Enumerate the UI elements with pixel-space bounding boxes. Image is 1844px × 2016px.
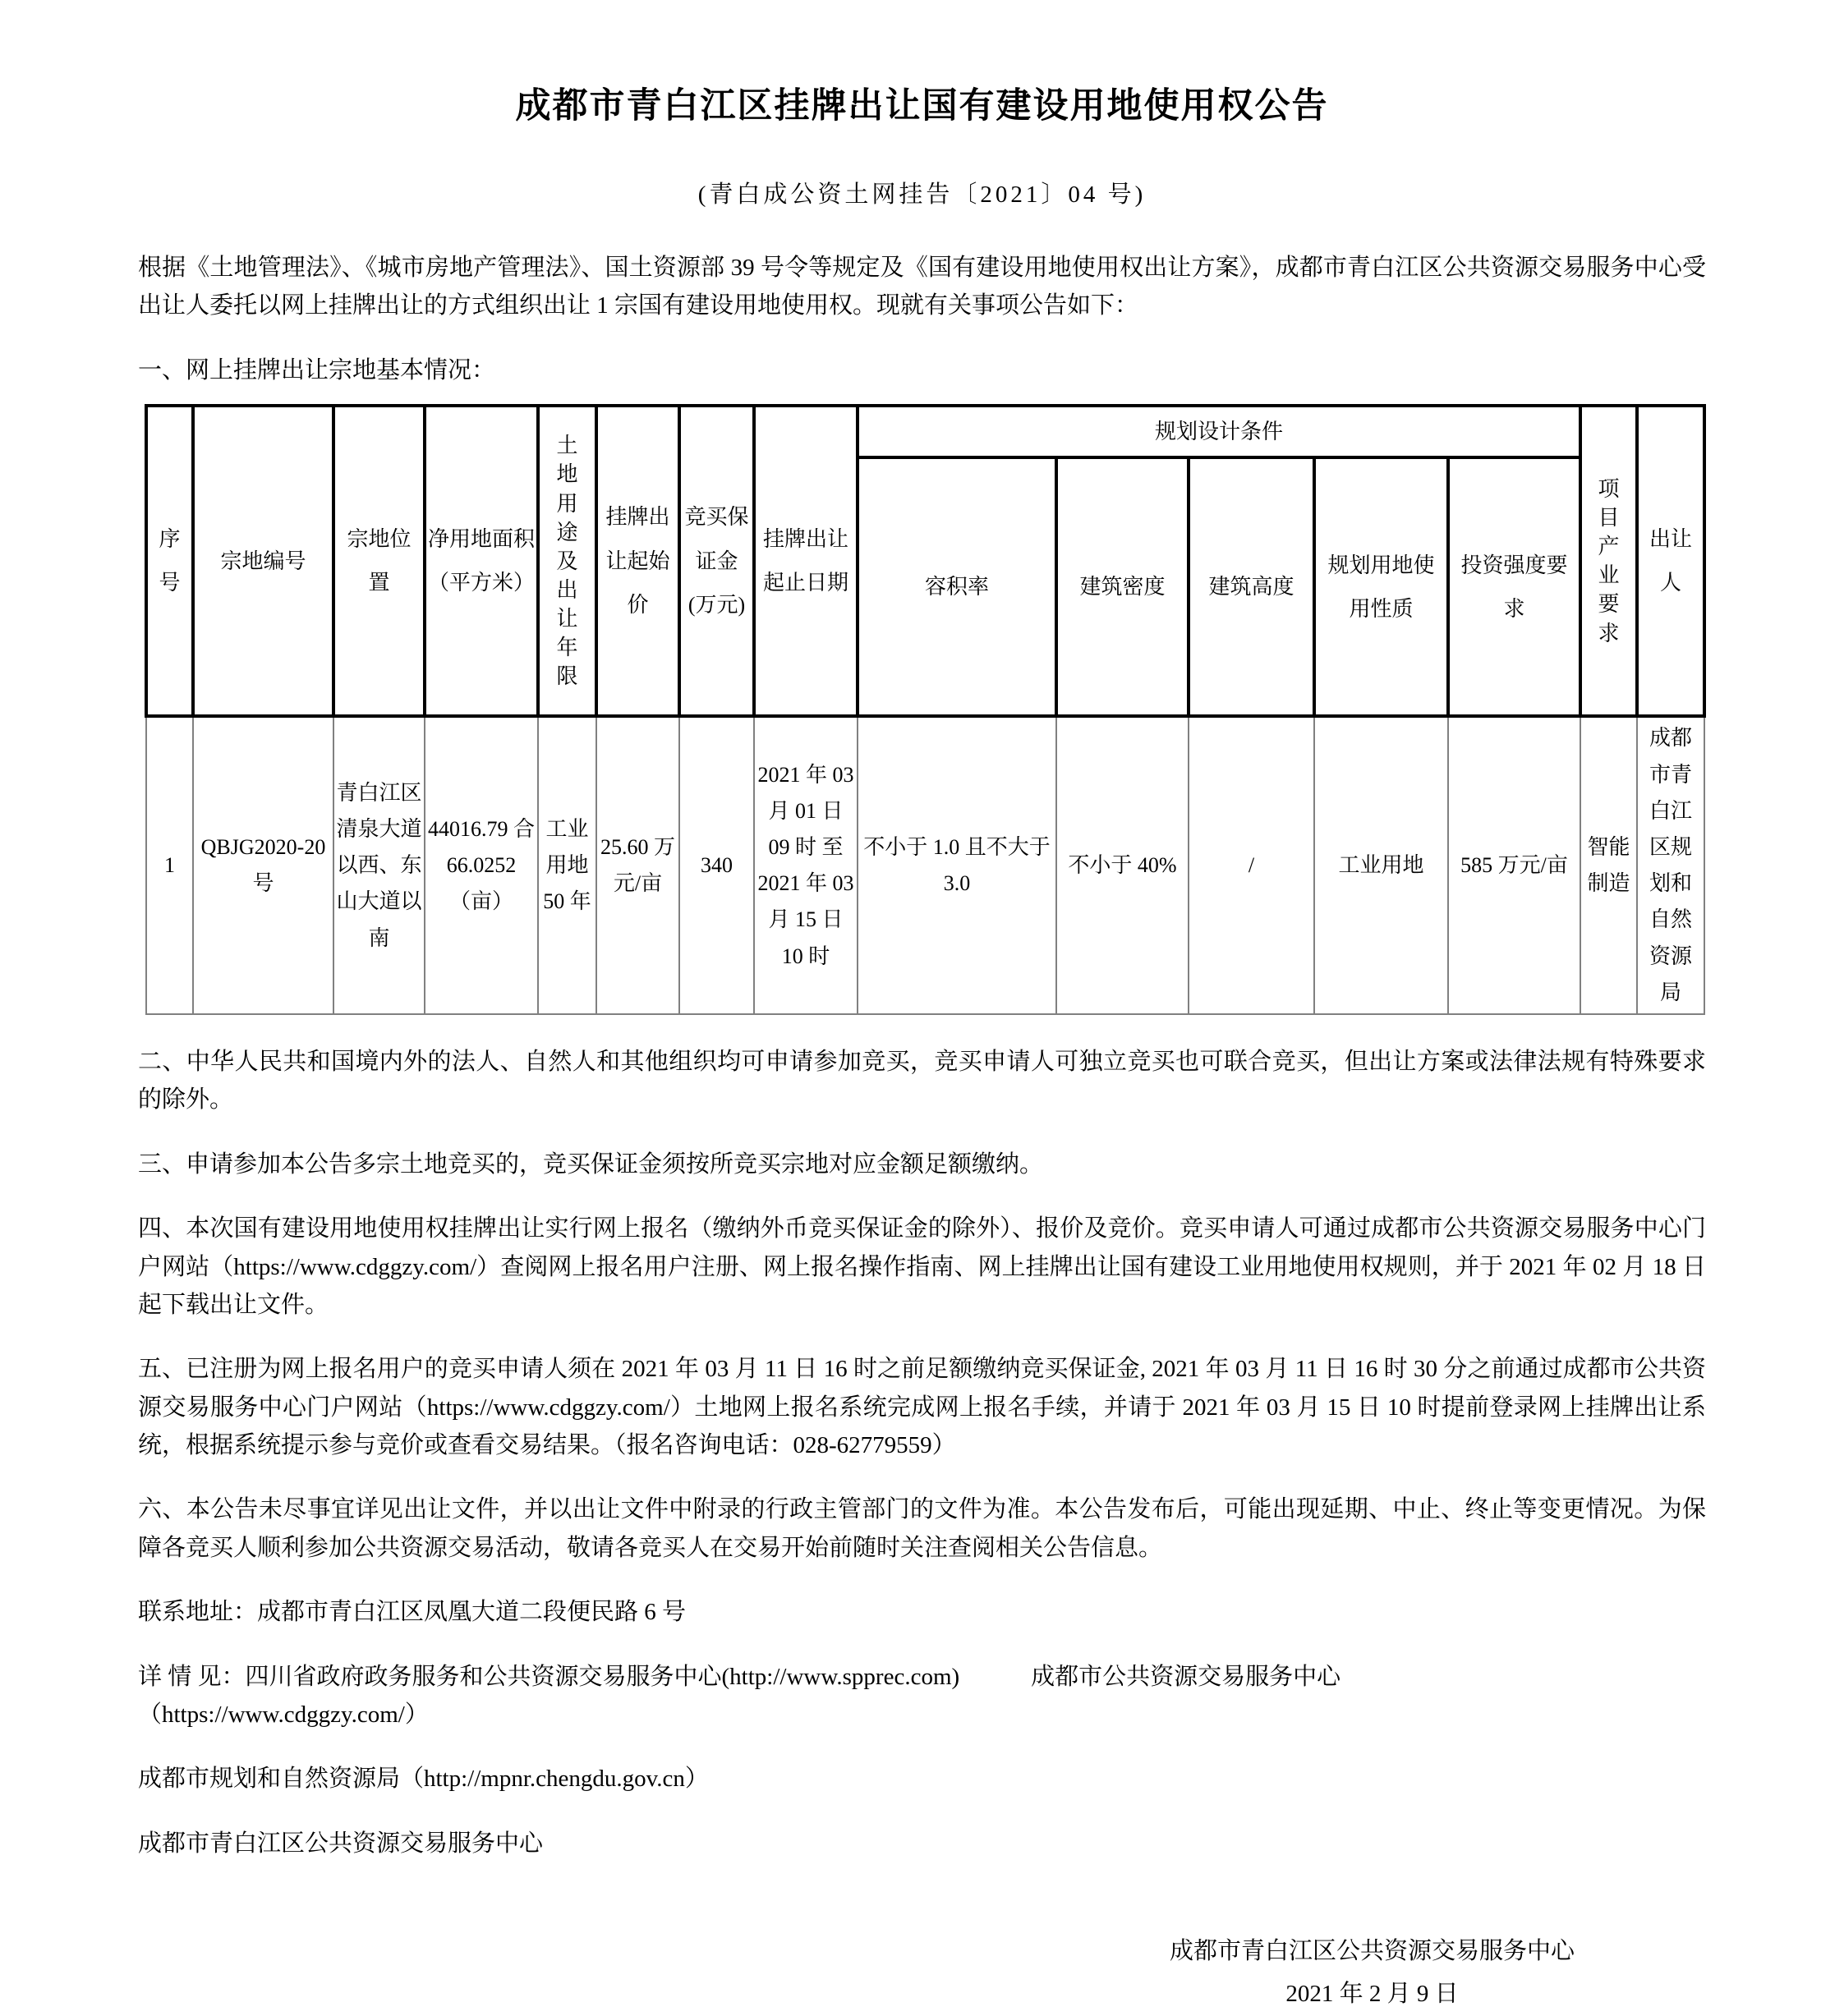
cell-investment-intensity: 585 万元/亩 [1448,716,1580,1014]
table-header-group-row [146,406,1704,457]
col-header-parcel-location: 宗地位置 [333,406,425,716]
page-title: 成都市青白江区挂牌出让国有建设用地使用权公告 [515,86,1329,126]
cell-transferor: 成都市青白江区规划和自然资源局 [1637,716,1704,1014]
section1-heading: 一、网上挂牌出让宗地基本情况： [138,356,496,383]
industry-requirement-label: 项目产业要求 [1598,477,1620,645]
details-line-2: （https://www.cdggzy.com/） [138,1701,429,1729]
paragraph-4: 四、本次国有建设用地使用权挂牌出让实行网上报名（缴纳外币竞买保证金的除外）、报价及竞价。竞买申请人可通过成都市公共资源交易服务中心门户网站（https://www.cdggzy.com/）查阅网上报名用户注册、网上报名操作指南、网上挂牌出让国有建设工业用地使用权规则，并于 2021 年 02 月 18 日起下载出让文件。 [138,1215,1706,1318]
intro-paragraph: 根据《土地管理法》、《城市房地产管理法》、国土资源部 39 号令等规定及《国有建设用地使用权出让方案》，成都市青白江区公共资源交易服务中心受出让人委托以网上挂牌出让的方式组织出让 1 宗国有建设用地使用权。现就有关事项公告如下： [138,255,1706,319]
details-line-1: 详 情 见：四川省政府政务服务和公共资源交易服务中心(http://www.spprec.com) 成都市公共资源交易服务中心 [138,1663,1341,1690]
paragraph-2: 二、中华人民共和国境内外的法人、自然人和其他组织均可申请参加竞买，竞买申请人可独立竞买也可联合竞买，但出让方案或法律法规有特殊要求的除外。 [138,1048,1706,1114]
contact-address-line: 联系地址：成都市青白江区凤凰大道二段便民路 6 号 [138,1599,687,1626]
col-header-building-height: 建筑高度 [1189,457,1314,716]
cell-plot-ratio: 不小于 1.0 且不大于 3.0 [858,716,1056,1014]
col-header-bid-deposit: 竞买保证金(万元) [679,406,754,716]
signature-org: 成都市青白江区公共资源交易服务中心 [1169,1938,1575,1965]
cell-building-height: / [1189,716,1314,1014]
col-header-investment-intensity: 投资强度要求 [1448,457,1580,716]
land-parcel-table [145,404,1706,1015]
col-header-building-density: 建筑密度 [1056,457,1189,716]
col-header-transferor: 出让人 [1637,406,1704,716]
col-header-net-land-area: 净用地面积（平方米） [425,406,538,716]
col-header-listing-start-price: 挂牌出让起始价 [596,406,679,716]
col-header-parcel-number: 宗地编号 [193,406,333,716]
paragraph-3: 三、申请参加本公告多宗土地竞买的，竞买保证金须按所竞买宗地对应金额足额缴纳。 [138,1150,1044,1178]
signature-date: 2021 年 2 月 9 日 [1285,1981,1459,2008]
cell-building-density: 不小于 40% [1056,716,1189,1014]
cell-parcel-location: 青白江区清泉大道以西、东山大道以南 [333,716,425,1014]
center-line: 成都市青白江区公共资源交易服务中心 [138,1830,544,1857]
col-header-land-use-and-term [538,406,596,716]
cell-bid-deposit: 340 [679,716,754,1014]
cell-net-land-area: 44016.79 合 66.0252（亩） [425,716,538,1014]
cell-industry-requirement: 智能制造 [1580,716,1637,1014]
doc-number: (青白成公资土网挂告〔2021〕04 号) [697,181,1147,208]
table-row [146,716,1704,1014]
cell-listing-period: 2021 年 03 月 01 日 09 时 至 2021 年 03 月 15 日 10 时 [754,716,858,1014]
col-header-plot-ratio: 容积率 [858,457,1056,716]
paragraph-6: 六、本公告未尽事宜详见出让文件，并以出让文件中附录的行政主管部门的文件为准。本公告发布后，可能出现延期、中止、终止等变更情况。为保障各竞买人顺利参加公共资源交易活动，敬请各竞买人在交易开始前随时关注查阅相关公告信息。 [138,1496,1706,1561]
land-use-and-term-label: 土地用途及出让年限 [556,434,578,689]
details-line [138,1658,1706,1734]
col-header-serial-number: 序号 [146,406,193,716]
col-header-planned-land-use: 规划用地使用性质 [1314,457,1448,716]
col-header-planning-conditions-group: 规划设计条件 [858,406,1580,457]
signature-block [1170,1930,1575,2015]
col-header-listing-period: 挂牌出让起止日期 [754,406,858,716]
paragraph-5: 五、已注册为网上报名用户的竞买申请人须在 2021 年 03 月 11 日 16 时之前足额缴纳竞买保证金, 2021 年 03 月 11 日 16 时 30 分之前通过成都市公共资源交易服务中心门户网站（https://www.cdggzy.com/）土地网上报名系统完成网上报名手续，并请于 2021 年 03 月 15 日 10 时提前登录网上挂牌出让系统，根据系统提示参与竞价或查看交易结果。（报名咨询电话：028-62779559） [138,1356,1706,1459]
cell-parcel-number: QBJG2020-20 号 [193,716,333,1014]
cell-listing-start-price: 25.60 万元/亩 [596,716,679,1014]
cell-planned-land-use: 工业用地 [1314,716,1448,1014]
col-header-industry-requirement [1580,406,1637,716]
bureau-line: 成都市规划和自然资源局（http://mpnr.chengdu.gov.cn） [138,1766,709,1793]
cell-serial-number: 1 [146,716,193,1014]
cell-land-use-and-term: 工业用地 50 年 [538,716,596,1014]
